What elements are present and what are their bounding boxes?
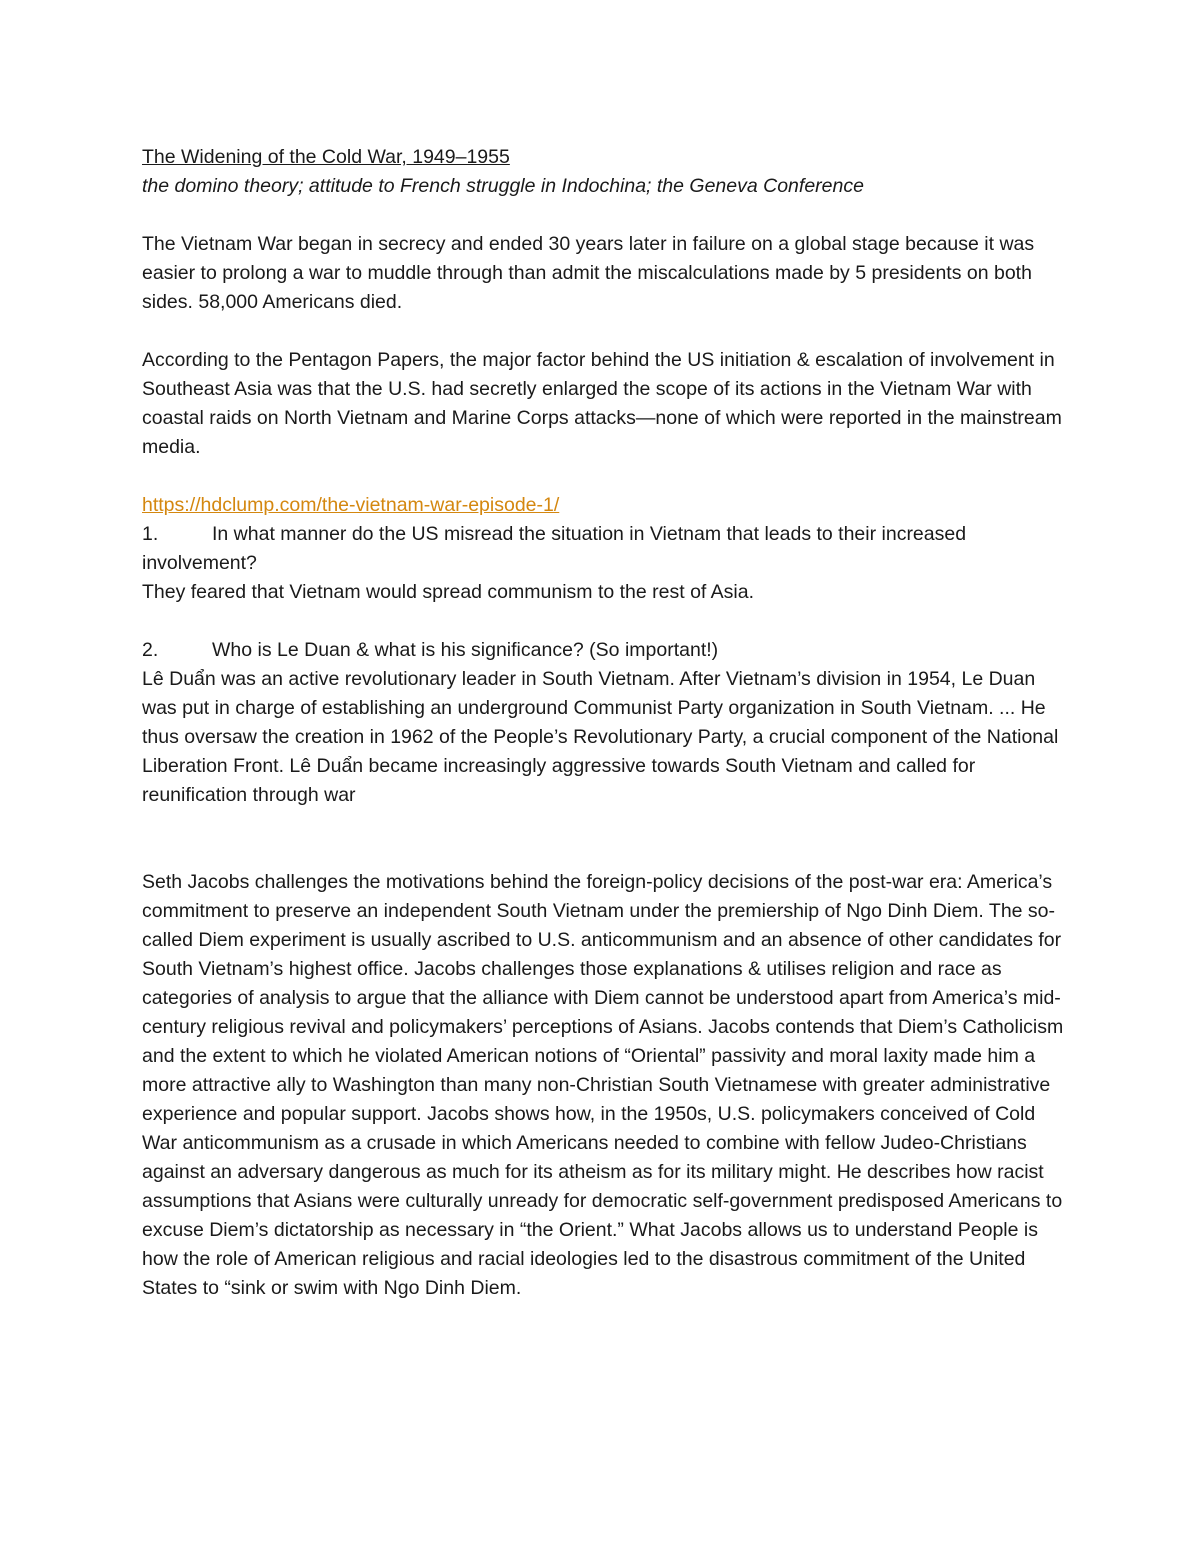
paragraph-seth-jacobs: Seth Jacobs challenges the motivations behind the foreign-policy decisions of the post-war era: America’s commitment to preserve an independent South Vietnam under the premiership of Ngo Dinh Diem. The so-called Diem experiment is usually ascribed to U.S. anticommunism and an absence of other candidates for South Vietnam’s highest office. Jacobs challenges those explanations & utilises religion and race as categories of analysis to argue that the alliance with Diem cannot be understood apart from America’s mid-century religious revival and policymakers’ perceptions of Asians. Jacobs contends that Diem’s Catholicism and the extent to which he violated American notions of “Oriental” passivity and moral laxity made him a more attractive ally to Washington than many non-Christian South Vietnamese with greater administrative experience and popular support. Jacobs shows how, in the 1950s, U.S. policymakers conceived of Cold War anticommunism as a crusade in which Americans needed to combine with fellow Judeo-Christians against an adversary dangerous as much for its atheism as for its military might. He describes how racist assumptions that Asians were culturally unready for democratic self-government predisposed Americans to excuse Diem’s dictatorship as necessary in “the Orient.” What Jacobs allows us to understand People is how the role of American religious and racial ideologies led to the disastrous commitment of the United States to “sink or swim with Ngo Dinh Diem. xyxy=(142,871,1064,1299)
spacer xyxy=(142,810,1072,868)
answer-2: Lê Duẩn was an active revolutionary leader in South Vietnam. After Vietnam’s division in 1954, Le Duan was put in charge of establishing an underground Communist Party organization in South Vietnam. ... He thus oversaw the creation in 1962 of the People’s Revolutionary Party, a crucial component of the National Liberation Front. Lê Duẩn became increasingly aggressive towards South Vietnam and called for reunification through war xyxy=(142,668,1059,806)
spacer xyxy=(142,462,1072,491)
question-continuation: involvement? xyxy=(142,552,257,574)
spacer xyxy=(142,317,1072,346)
question-text: In what manner do the US misread the situation in Vietnam that leads to their increased xyxy=(212,523,967,545)
question-text: Who is Le Duan & what is his significance? (So important!) xyxy=(212,639,719,661)
question-number: 1. xyxy=(142,523,159,545)
question-1 xyxy=(142,520,1072,549)
answer-1: They feared that Vietnam would spread communism to the rest of Asia. xyxy=(142,581,755,603)
document-subtitle: the domino theory; attitude to French struggle in Indochina; the Geneva Conference xyxy=(142,175,864,197)
document-page xyxy=(142,143,1072,1303)
spacer xyxy=(142,201,1072,230)
document-title: The Widening of the Cold War, 1949–1955 xyxy=(142,146,510,168)
paragraph-pentagon-papers: According to the Pentagon Papers, the major factor behind the US initiation & escalation of involvement in Southeast Asia was that the U.S. had secretly enlarged the scope of its actions in the Vietnam War with coastal raids on North Vietnam and Marine Corps attacks—none of which were reported in the mainstream media. xyxy=(142,349,1062,458)
question-2 xyxy=(142,636,1072,665)
question-number: 2. xyxy=(142,639,159,661)
paragraph-intro: The Vietnam War began in secrecy and ended 30 years later in failure on a global stage because it was easier to prolong a war to muddle through than admit the miscalculations made by 5 presidents on both sides. 58,000 Americans died. xyxy=(142,233,1035,313)
episode-link[interactable]: https://hdclump.com/the-vietnam-war-episode-1/ xyxy=(142,494,560,516)
spacer xyxy=(142,607,1072,636)
